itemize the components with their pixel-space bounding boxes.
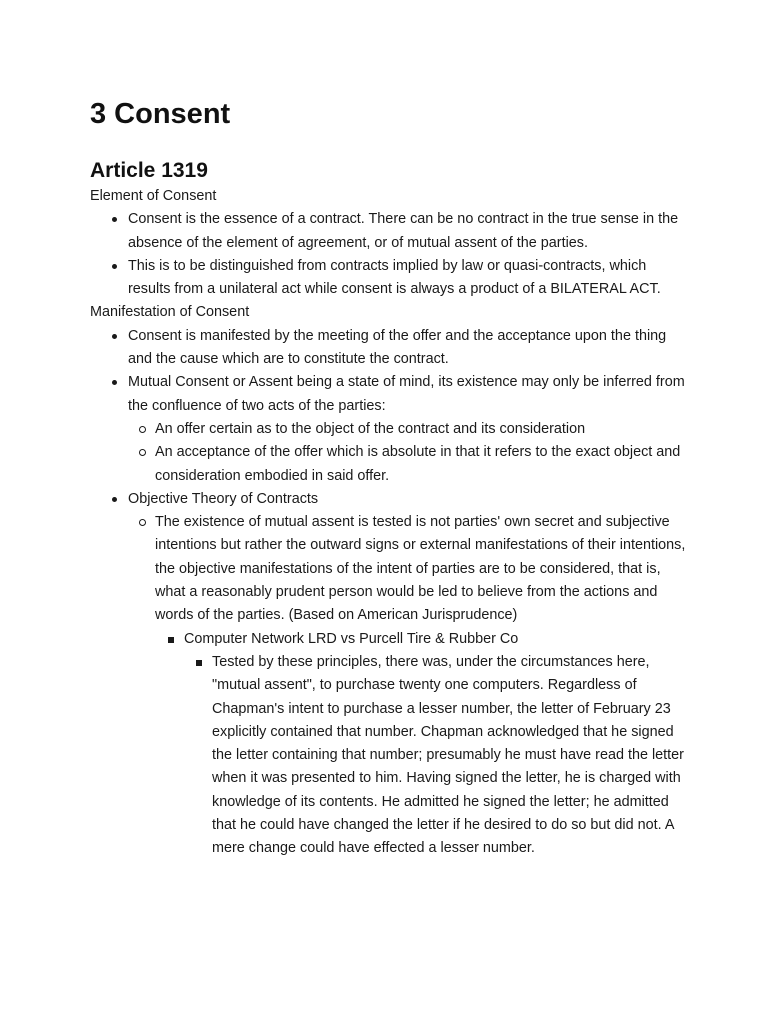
list-item-text: An acceptance of the offer which is absolute in that it refers to the exact object and consideration embodied in said offer. [155, 444, 681, 484]
list-item-text: Objective Theory of Contracts [128, 490, 319, 507]
bullet-circle-icon [139, 426, 146, 433]
sub-list-item [90, 441, 690, 488]
list-item-text: An offer certain as to the object of the contract and its consideration [155, 420, 586, 437]
bullet-circle-icon [139, 449, 146, 456]
list-item [90, 488, 690, 511]
sub-list-item [90, 418, 690, 441]
section-label-manifestation-of-consent: Manifestation of Consent [90, 304, 250, 321]
bullet-square-icon [168, 637, 174, 643]
case-name: Computer Network LRD vs Purcell Tire & Rubber Co [184, 630, 519, 647]
list-item-text: This is to be distinguished from contracts implied by law or quasi-contracts, which results from a unilateral act while consent is always a product of a BILATERAL ACT. [128, 257, 661, 298]
list-item-text: The existence of mutual assent is tested is not parties' own secret and subjective intentions but rather the outward signs or external manifestations of their intentions, the objective manifestations of the intent of parties are to be considered, that is, what a reasonably prudent person would be led to believe from the actions and words of the parties. (Based on American Jurisprudence) [155, 514, 686, 624]
bullet-square-icon [196, 660, 202, 666]
case-list-item [90, 628, 690, 651]
bullet-circle-icon [139, 519, 146, 526]
list-item-text: Mutual Consent or Assent being a state of mind, its existence may only be inferred from the confluence of two acts of the parties: [128, 374, 685, 414]
case-detail-text: Tested by these principles, there was, under the circumstances here, "mutual assent", to purchase twenty one computers. Regardless of Chapman's intent to purchase a lesser number, the letter of February 23 explicitly contained that number. Chapman acknowledged that he signed the letter containing that number; presumably he must have read the letter when it was presented to him. Having signed the letter, he is charged with knowledge of its contents. He admitted he signed the letter; he admitted that he could have changed the letter if he desired to do so but did not. A mere change could have effected a lesser number. [212, 653, 684, 857]
case-detail-item [90, 651, 690, 861]
manifestation-of-consent-list [90, 325, 690, 861]
bullet-disc-icon [112, 334, 117, 339]
bullet-disc-icon [112, 497, 117, 502]
list-item [90, 371, 690, 418]
bullet-disc-icon [112, 217, 117, 222]
article-heading: Article 1319 [90, 159, 208, 182]
element-of-consent-list [90, 208, 690, 301]
page-title: 3 Consent [90, 98, 231, 130]
list-item [90, 325, 690, 372]
list-item [90, 208, 690, 255]
bullet-disc-icon [112, 264, 117, 269]
list-item-text: Consent is manifested by the meeting of the offer and the acceptance upon the thing and the cause which are to constitute the contract. [128, 327, 667, 368]
sub-list-item [90, 511, 690, 627]
document-body [90, 185, 690, 861]
bullet-disc-icon [112, 380, 117, 385]
section-label-element-of-consent: Element of Consent [90, 188, 217, 204]
list-item [90, 255, 690, 302]
list-item-text: Consent is the essence of a contract. There can be no contract in the true sense in the absence of the element of agreement, or of mutual assent of the parties. [128, 211, 679, 251]
